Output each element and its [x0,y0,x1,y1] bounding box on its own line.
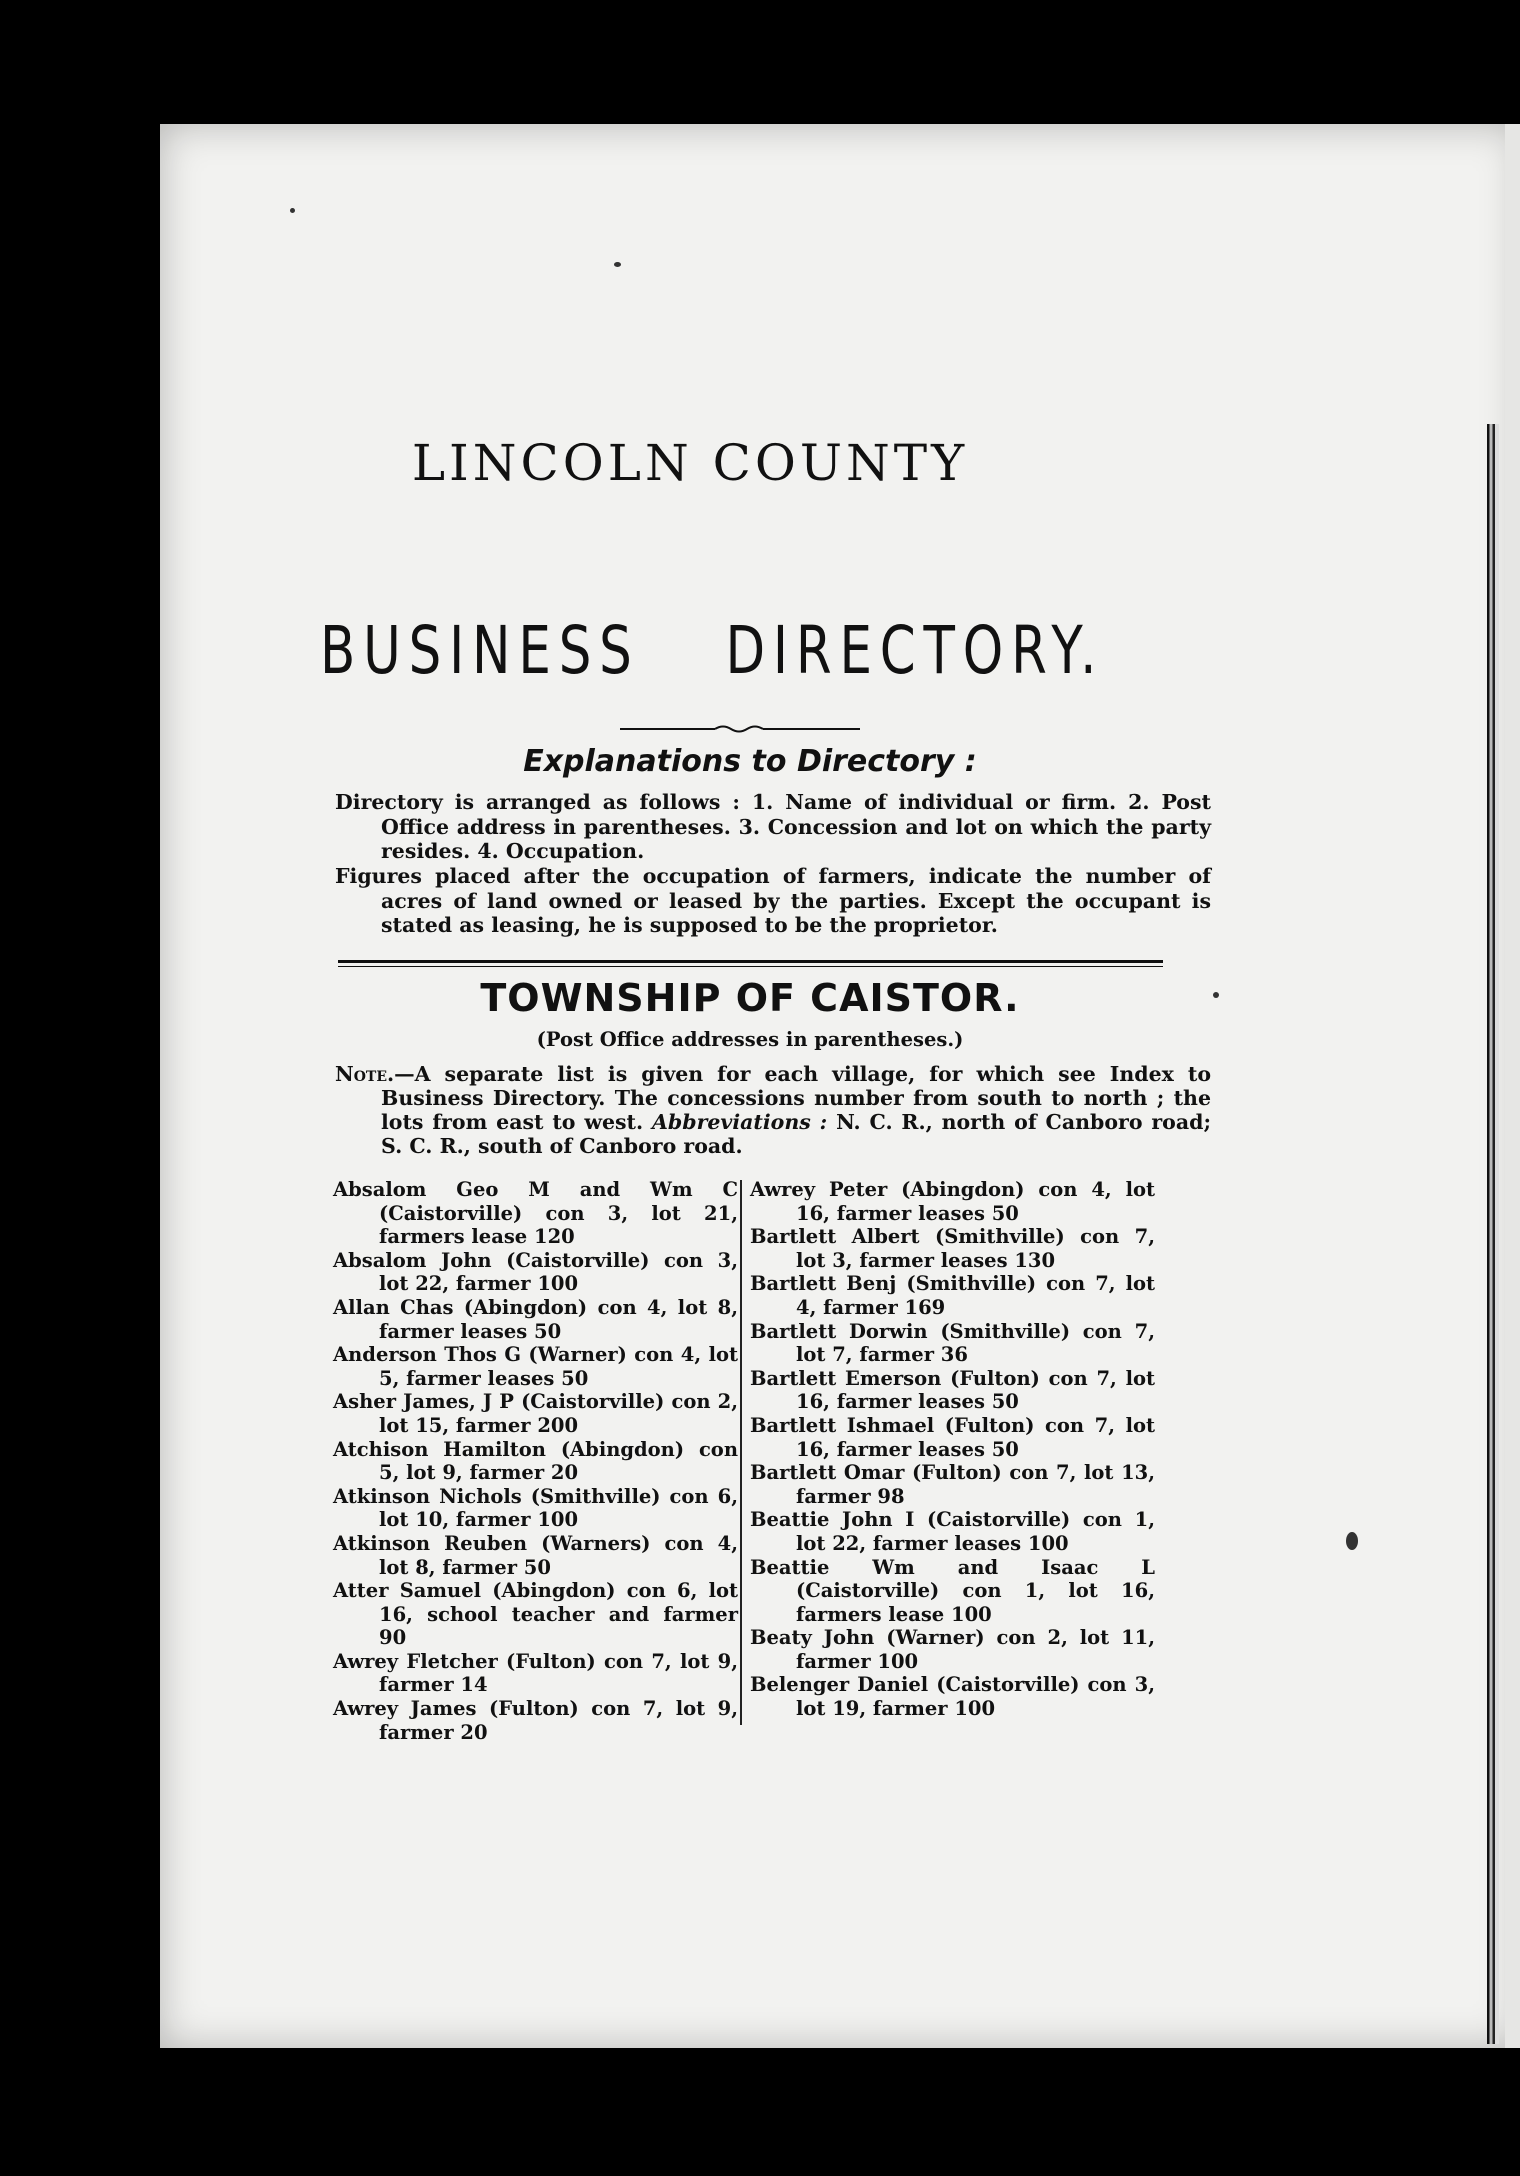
note-lead: Note. [335,1062,395,1086]
directory-entry: Awrey Fletcher (Fulton) con 7, lot 9, farmer 14 [333,1649,738,1697]
directory-entry: Atkinson Nichols (Smithville) con 6, lot 10, farmer 100 [333,1484,738,1532]
directory-entry: Awrey Peter (Abingdon) con 4, lot 16, farmer leases 50 [750,1178,1155,1225]
directory-entry: Atter Samuel (Abingdon) con 6, lot 16, school teacher and farmer 90 [333,1579,738,1650]
directory-entry: Atchison Hamilton (Abingdon) con 5, lot 9, farmer 20 [333,1437,738,1485]
double-rule-thin [338,966,1163,967]
directory-entry: Absalom John (Caistorville) con 3, lot 22, farmer 100 [333,1248,738,1296]
township-note [335,1062,1211,1158]
directory-entry: Beaty John (Warner) con 2, lot 11, farmer 100 [750,1626,1155,1673]
directory-entry: Allan Chas (Abingdon) con 4, lot 8, farmer leases 50 [333,1295,738,1343]
abbreviations-text: N. C. R., north of Canboro road; S. C. R., south of Canboro road. [381,1110,1212,1158]
directory-entry: Bartlett Emerson (Fulton) con 7, lot 16, farmer leases 50 [750,1366,1155,1414]
directory-entry: Bartlett Omar (Fulton) con 7, lot 13, farmer 98 [750,1461,1155,1508]
directory-entry: Beattie Wm and Isaac L (Caistorville) con 1, lot 16, farmers lease 100 [750,1555,1155,1626]
scan-speck [614,262,621,267]
directory-entry: Beattie John I (Caistorville) con 1, lot 22, farmer leases 100 [750,1508,1155,1555]
directory-entry: Atkinson Reuben (Warners) con 4, lot 8, farmer 50 [333,1531,738,1579]
heading-directory: DIRECTORY. [725,612,1105,689]
directory-entry: Anderson Thos G (Warner) con 4, lot 5, farmer leases 50 [333,1343,738,1390]
township-title: TOWNSHIP OF CAISTOR. [480,976,1020,1020]
directory-entry: Absalom Geo M and Wm C (Caistorville) con 3, lot 21, farmers lease 120 [333,1178,738,1249]
scan-speck [1346,1532,1358,1550]
next-page-edge [1505,124,1520,2048]
explanations-paragraph-2: Figures placed after the occupation of farmers, indicate the number of acres of land owned or leased by the parties. Except the occupant is stated as leasing, he is supposed to be the proprietor. [335,864,1211,937]
heading-lincoln-county: LINCOLN COUNTY [411,434,969,492]
directory-entry: Bartlett Benj (Smithville) con 7, lot 4, farmer 169 [750,1272,1155,1319]
directory-entry: Belenger Daniel (Caistorville) con 3, lot 19, farmer 100 [750,1673,1155,1721]
heading-business: BUSINESS [320,612,640,689]
directory-entry: Bartlett Ishmael (Fulton) con 7, lot 16, farmer leases 50 [750,1413,1155,1461]
directory-entry: Asher James, J P (Caistorville) con 2, lot 15, farmer 200 [333,1390,738,1437]
explanations-title: Explanations to Directory : [523,744,977,779]
heading-business-directory [320,612,1105,689]
scan-speck [290,208,295,213]
page-fold [1487,424,1499,2044]
explanations-paragraph-1: Directory is arranged as follows : 1. Name of individual or firm. 2. Post Office address in parentheses. 3. Concession and lot on which the party resides. 4. Occupation. [335,790,1211,863]
column-divider [740,1180,742,1725]
double-rule [338,960,1163,963]
scan-speck [1213,992,1219,998]
directory-entry: Awrey James (Fulton) con 7, lot 9, farmer 20 [333,1697,738,1744]
directory-entry: Bartlett Albert (Smithville) con 7, lot 3, farmer leases 130 [750,1225,1155,1272]
post-office-note: (Post Office addresses in parentheses.) [536,1028,964,1051]
abbreviations-label: Abbreviations : [652,1110,828,1134]
ornament-rule [620,724,860,734]
note-text: —A separate list is given for each village, for which see Index to Business Directory. The concessions number from south to north ; the lots from east to west. [381,1062,1211,1134]
directory-entry: Bartlett Dorwin (Smithville) con 7, lot 7, farmer 36 [750,1319,1155,1367]
directory-column-left [333,1178,738,1744]
directory-column-right [750,1178,1155,1721]
